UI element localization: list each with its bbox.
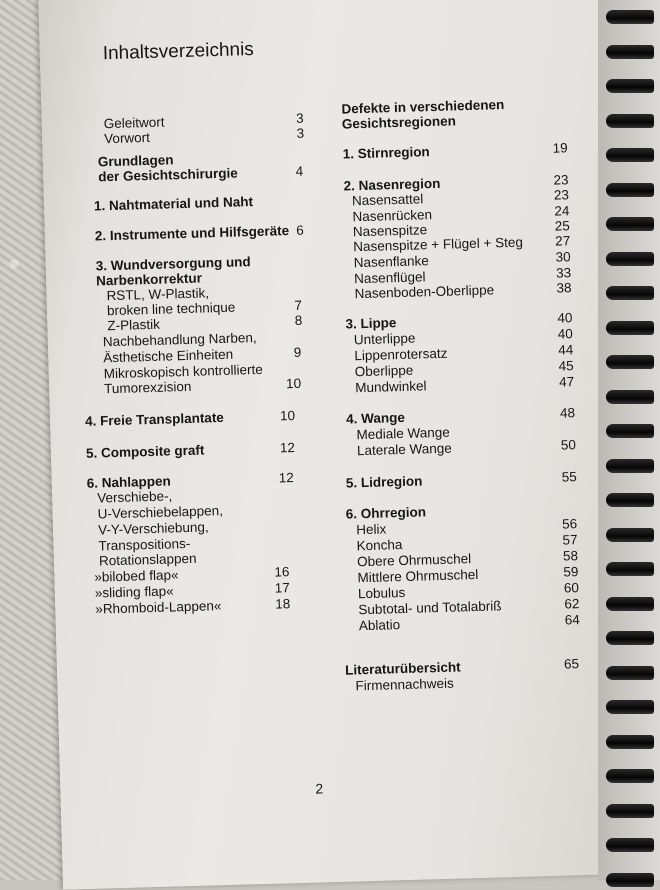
- right-toc-page-number: 47: [558, 374, 575, 390]
- spiral-ring: [606, 666, 654, 680]
- spiral-ring: [606, 183, 654, 197]
- spiral-ring: [606, 528, 654, 542]
- spiral-ring: [606, 700, 654, 714]
- right-toc-page-number: 30: [555, 249, 571, 265]
- right-toc-entry: Lippenrotersatz: [354, 345, 448, 364]
- left-toc-page-number: 10: [279, 407, 296, 424]
- right-toc-entry: Obere Ohrmuschel: [356, 551, 472, 570]
- spiral-ring: [606, 10, 654, 24]
- right-toc-page-number: 65: [563, 656, 580, 672]
- right-toc-entry: Helix: [355, 521, 387, 538]
- left-toc-entry: 3. Wundversorgung und: [95, 254, 251, 274]
- right-toc-entry: Mundwinkel: [355, 378, 427, 396]
- right-toc-entry: Mediale Wange: [356, 424, 451, 443]
- left-toc-page-number: 12: [279, 440, 296, 456]
- right-toc-entry: Laterale Wange: [356, 440, 452, 459]
- book-page: [38, 0, 635, 890]
- left-toc-entry: Mikroskopisch kontrollierte: [103, 361, 263, 382]
- right-toc-entry: Nasenrücken: [352, 207, 433, 225]
- spiral-ring: [606, 769, 654, 783]
- right-toc-page-number: 27: [554, 233, 571, 249]
- right-toc-entry: Firmennachweis: [355, 675, 455, 694]
- right-toc-entry: Defekte in verschiedenen: [341, 97, 505, 117]
- right-toc-page-number: 38: [556, 280, 572, 296]
- page-number: 2: [315, 780, 324, 797]
- left-toc-entry: »Rhomboid-Lappen«: [95, 598, 222, 617]
- right-toc-page-number: 40: [557, 326, 574, 342]
- spiral-ring: [606, 390, 654, 404]
- spiral-ring: [606, 148, 654, 162]
- left-toc-entry: Tumorexzision: [103, 378, 192, 397]
- spiral-ring: [606, 562, 654, 576]
- spiral-ring: [606, 79, 654, 93]
- right-toc-page-number: 58: [562, 548, 579, 564]
- left-toc-entry: 4. Freie Transplantate: [84, 409, 225, 429]
- right-toc-entry: Nasenboden-Oberlippe: [354, 282, 495, 302]
- spiral-ring: [606, 252, 654, 266]
- spiral-ring: [606, 114, 654, 128]
- left-toc-entry: Grundlagen: [97, 152, 174, 170]
- right-toc-page-number: 62: [564, 596, 580, 612]
- left-toc-entry: Ästhetische Einheiten: [103, 346, 234, 366]
- left-toc-page-number: 12: [278, 470, 294, 486]
- right-toc-entry: 3. Lippe: [345, 315, 397, 332]
- right-toc-entry: Unterlippe: [353, 330, 416, 348]
- left-toc-entry: Nachbehandlung Narben,: [102, 330, 257, 350]
- right-toc-page-number: 59: [563, 564, 579, 580]
- right-toc-entry: Gesichtsregionen: [341, 113, 457, 132]
- right-toc-entry: Subtotal- und Totalabriß: [358, 598, 502, 618]
- spiral-ring: [606, 804, 654, 818]
- left-toc-entry: Narbenkorrektur: [95, 270, 203, 289]
- toc-content: [38, 0, 635, 890]
- left-toc-page-number: 9: [293, 344, 302, 360]
- right-toc-page-number: 45: [558, 358, 574, 374]
- left-toc-page-number: 6: [296, 222, 305, 238]
- right-toc-entry: 4. Wange: [345, 409, 406, 427]
- right-toc-page-number: 33: [555, 265, 572, 281]
- left-toc-page-number: 17: [274, 580, 290, 596]
- spiral-ring: [606, 459, 654, 473]
- right-toc-page-number: 57: [562, 532, 578, 548]
- right-toc-entry: Nasenflügel: [353, 269, 426, 287]
- left-toc-entry: der Gesichtschirurgie: [98, 165, 238, 185]
- spiral-ring: [606, 286, 654, 300]
- right-toc-entry: Nasenspitze + Flügel + Steg: [353, 234, 524, 255]
- right-toc-entry: Koncha: [356, 537, 403, 554]
- left-toc-entry: broken line technique: [106, 299, 236, 319]
- spiral-ring: [606, 424, 654, 438]
- left-toc-entry: »sliding flap«: [94, 583, 174, 601]
- spiral-ring: [606, 838, 654, 852]
- right-toc-entry: 5. Lidregion: [345, 473, 423, 491]
- left-toc-entry: V-Y-Verschiebung,: [97, 519, 209, 538]
- left-toc-page-number: 10: [285, 375, 302, 392]
- right-toc-entry: 2. Nasenregion: [343, 175, 441, 194]
- left-toc-entry: Transpositions-: [98, 535, 191, 554]
- spiral-ring: [606, 45, 654, 59]
- left-toc-entry: RSTL, W-Plastik,: [106, 285, 210, 304]
- left-toc-page-number: 18: [274, 596, 291, 612]
- spiral-ring: [606, 631, 654, 645]
- left-toc-entry: 6. Nahlappen: [86, 473, 172, 491]
- spiral-ring: [606, 597, 654, 611]
- right-toc-page-number: 23: [553, 172, 569, 188]
- right-toc-page-number: 48: [559, 405, 576, 421]
- spiral-binding: [598, 0, 660, 880]
- right-toc-page-number: 56: [561, 516, 578, 532]
- page-title: Inhaltsverzeichnis: [102, 39, 255, 65]
- left-toc-entry: Verschiebe-,: [96, 488, 173, 506]
- left-toc-entry: 5. Composite graft: [85, 442, 205, 461]
- left-toc-page-number: 3: [295, 110, 304, 126]
- right-toc-entry: Literaturübersicht: [344, 659, 461, 678]
- spiral-ring: [606, 735, 654, 749]
- spiral-ring: [606, 355, 654, 369]
- left-toc-page-number: 16: [274, 564, 290, 580]
- right-toc-entry: 1. Stirnregion: [342, 144, 430, 162]
- left-toc-page-number: 4: [295, 163, 304, 179]
- right-toc-page-number: 50: [560, 437, 577, 453]
- left-toc-entry: Z-Plastik: [107, 316, 161, 334]
- left-toc-page-number: 8: [294, 312, 303, 328]
- right-toc-entry: Mittlere Ohrmuschel: [357, 566, 479, 586]
- right-toc-page-number: 19: [552, 140, 568, 156]
- right-toc-entry: Lobulus: [357, 584, 406, 602]
- left-toc-entry: 1. Nahtmaterial und Naht: [93, 194, 254, 214]
- left-toc-page-number: 7: [294, 297, 303, 313]
- right-toc-page-number: 44: [558, 342, 574, 358]
- right-toc-entry: Nasenspitze: [352, 222, 428, 240]
- left-toc-entry: Geleitwort: [103, 114, 165, 132]
- right-toc-entry: 6. Ohrregion: [345, 504, 427, 522]
- left-toc-entry: Rotationslappen: [98, 550, 197, 569]
- left-toc-entry: U-Verschiebelappen,: [97, 503, 224, 522]
- right-toc-page-number: 60: [563, 580, 580, 596]
- right-toc-page-number: 23: [553, 187, 570, 203]
- right-toc-page-number: 25: [554, 218, 570, 234]
- spiral-ring: [606, 493, 654, 507]
- spiral-ring: [606, 321, 654, 335]
- right-toc-page-number: 64: [564, 612, 581, 628]
- right-toc-entry: Oberlippe: [354, 362, 414, 380]
- right-toc-page-number: 55: [561, 469, 578, 485]
- right-toc-entry: Nasensattel: [351, 191, 424, 209]
- left-toc-entry: Vorwort: [103, 129, 151, 147]
- right-toc-entry: Nasenflanke: [353, 253, 429, 271]
- spiral-ring: [606, 217, 654, 231]
- left-toc-page-number: 3: [296, 125, 305, 141]
- left-toc-entry: »bilobed flap«: [94, 567, 179, 585]
- right-toc-entry: Ablatio: [358, 617, 401, 634]
- right-toc-page-number: 40: [557, 310, 573, 326]
- right-toc-page-number: 24: [554, 203, 570, 219]
- left-toc-entry: 2. Instrumente und Hilfsgeräte: [94, 223, 290, 244]
